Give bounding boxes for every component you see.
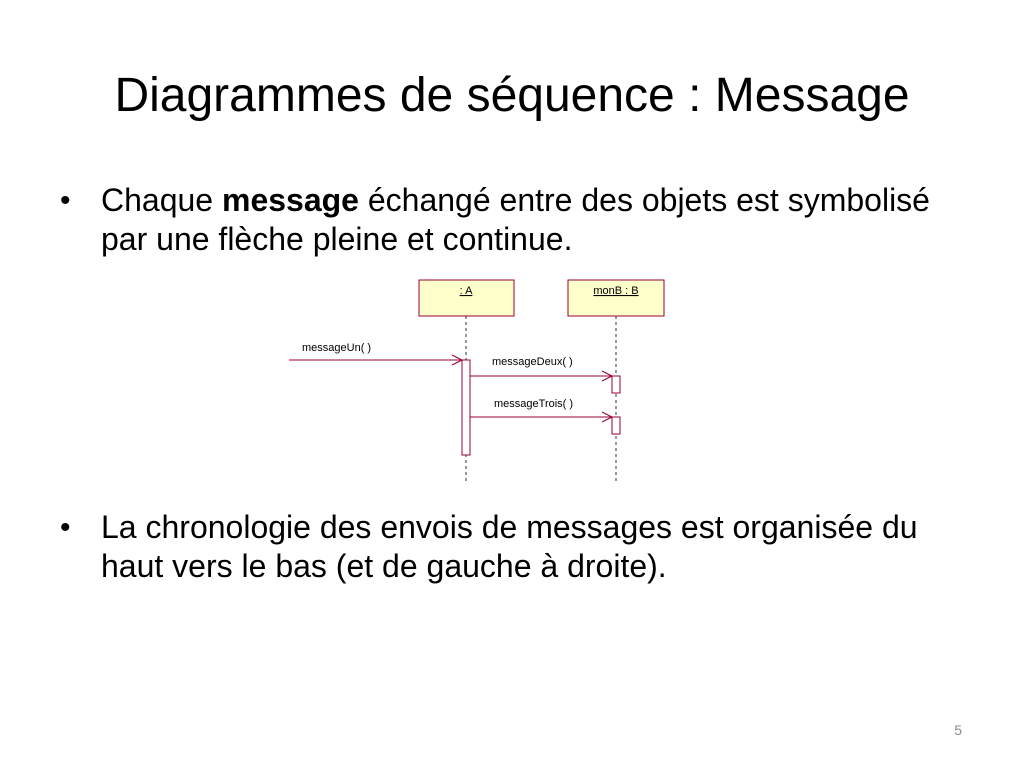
bullet-text-end: échangé entre des objets est symbolisé par une flèche pleine et continue. <box>101 182 930 257</box>
bullet-text <box>101 181 980 259</box>
bullet-dot: • <box>60 511 71 544</box>
object-label-b: monB : B <box>593 285 639 297</box>
message-label-2: messageDeux( ) <box>492 356 573 368</box>
bullet-text-bold: message <box>221 182 359 218</box>
bullet-text-start: Chaque <box>101 182 222 218</box>
slide-title: Diagrammes de séquence : Message <box>114 69 910 122</box>
activation-bar-a <box>462 360 470 455</box>
sequence-diagram <box>280 270 680 490</box>
bullet-text: La chronologie des envois de messages est organisée du haut vers le bas (et de gauche à droite). <box>101 509 918 584</box>
activation-bar-b-2 <box>612 417 620 434</box>
activation-bar-b-1 <box>612 376 620 393</box>
page-number: 5 <box>954 722 962 738</box>
bullet-dot: • <box>60 184 71 217</box>
object-label-a: : A <box>459 285 473 297</box>
bullet-item-1 <box>60 181 980 259</box>
message-label-1: messageUn( ) <box>302 342 372 354</box>
message-label-3: messageTrois( ) <box>494 398 574 410</box>
bullet-item-2 <box>60 508 980 586</box>
